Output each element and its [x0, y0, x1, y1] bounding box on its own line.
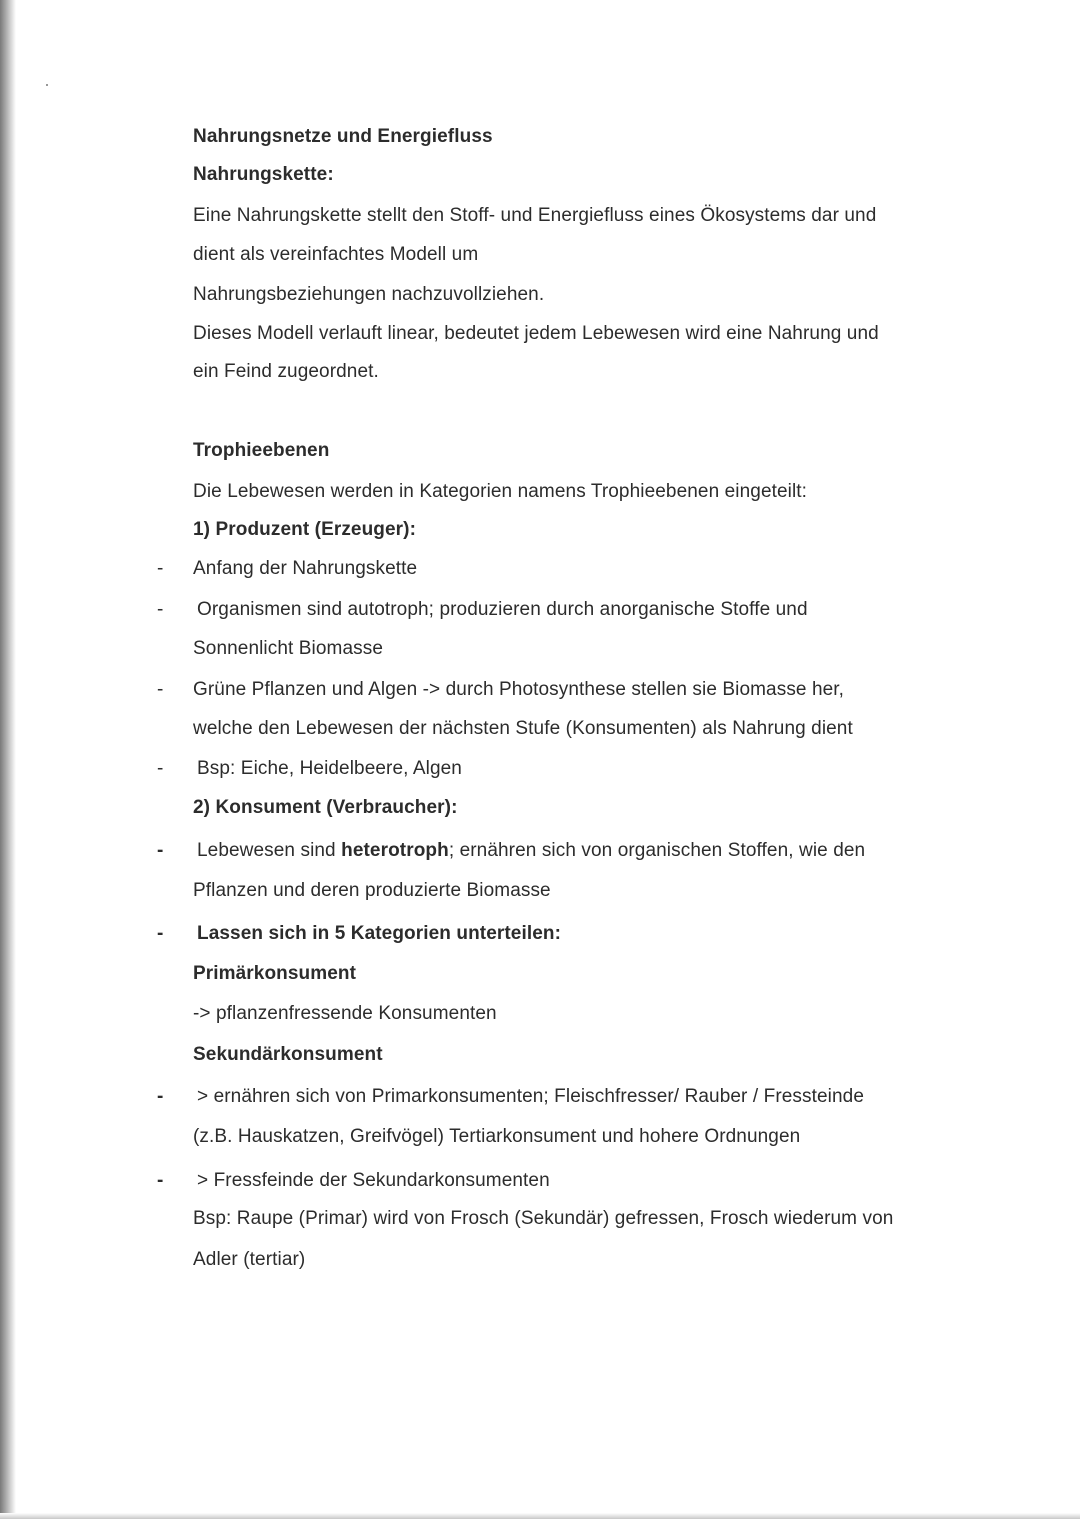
bullet-dash: -: [157, 1086, 164, 1107]
list-item: [197, 840, 865, 862]
paragraph-line: Bsp: Raupe (Primar) wird von Frosch (Sekundär) gefressen, Frosch wiederum von: [193, 1208, 894, 1229]
bullet-dash: -: [157, 1170, 164, 1191]
bullet-dash: -: [157, 599, 164, 620]
paragraph-line: Die Lebewesen werden in Kategorien namens Trophieebenen eingeteilt:: [193, 481, 808, 502]
list-item-continuation: Sonnenlicht Biomasse: [193, 638, 383, 659]
text-run: ; ernähren sich von organischen Stoffen, wie den: [448, 840, 866, 861]
scan-bottom-shadow: [0, 1513, 1080, 1519]
paragraph-line: Adler (tertiar): [193, 1249, 306, 1270]
section-heading-nahrungskette: Nahrungskette:: [193, 164, 334, 185]
subheading-primaerkonsument: Primärkonsument: [193, 963, 357, 984]
bullet-dash: -: [157, 840, 164, 861]
subheading-konsument: 2) Konsument (Verbraucher):: [193, 797, 458, 818]
list-item: Organismen sind autotroph; produzieren durch anorganische Stoffe und: [197, 599, 808, 620]
bullet-dash: -: [157, 758, 164, 779]
paragraph-line: dient als vereinfachtes Modell um: [193, 244, 479, 265]
emphasis-heterotroph: heterotroph: [341, 840, 449, 861]
scan-edge-shadow: [0, 0, 16, 1519]
list-item-continuation: Pflanzen und deren produzierte Biomasse: [193, 880, 551, 901]
bullet-dash: -: [157, 923, 164, 944]
paragraph-line: -> pflanzenfressende Konsumenten: [193, 1003, 497, 1024]
subheading-sekundaerkonsument: Sekundärkonsument: [193, 1044, 383, 1065]
scan-speck: [46, 84, 48, 86]
subheading-produzent: 1) Produzent (Erzeuger):: [193, 519, 417, 540]
list-item: Grüne Pflanzen und Algen -> durch Photosynthese stellen sie Biomasse her,: [193, 679, 845, 700]
list-item-continuation: (z.B. Hauskatzen, Greifvögel) Tertiarkonsument und hohere Ordnungen: [193, 1126, 801, 1147]
list-item-continuation: welche den Lebewesen der nächsten Stufe (Konsumenten) als Nahrung dient: [193, 718, 853, 739]
paragraph-line: Nahrungsbeziehungen nachzuvollziehen.: [193, 284, 545, 305]
list-item: Bsp: Eiche, Heidelbeere, Algen: [197, 758, 462, 779]
list-item: > ernähren sich von Primarkonsumenten; Fleischfresser/ Rauber / Fressteinde: [197, 1086, 864, 1107]
text-run: Lebewesen sind: [197, 840, 342, 861]
bullet-dash: -: [157, 558, 164, 579]
paragraph-line: ein Feind zugeordnet.: [193, 361, 379, 382]
bullet-dash: -: [157, 679, 164, 700]
list-item: > Fressfeinde der Sekundarkonsumenten: [197, 1170, 550, 1191]
list-item: Anfang der Nahrungskette: [193, 558, 418, 579]
paragraph-line: Dieses Modell verlauft linear, bedeutet jedem Lebewesen wird eine Nahrung und: [193, 323, 879, 344]
list-item-categories: Lassen sich in 5 Kategorien unterteilen:: [197, 923, 562, 944]
document-title: Nahrungsnetze und Energiefluss: [193, 126, 493, 147]
section-heading-trophieebenen: Trophieebenen: [193, 440, 330, 461]
paragraph-line: Eine Nahrungskette stellt den Stoff- und Energiefluss eines Ökosystems dar und: [193, 205, 877, 226]
